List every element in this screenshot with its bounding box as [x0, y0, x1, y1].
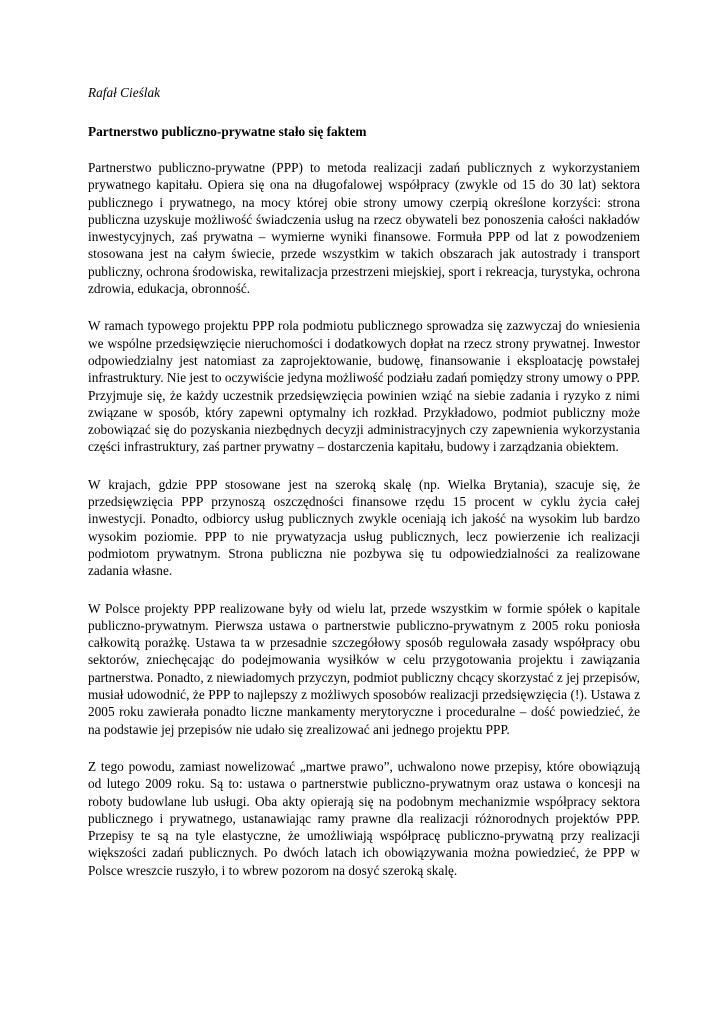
paragraph-4: W Polsce projekty PPP realizowane były od wielu lat, przede wszystkim w formie spółek o kapitale publiczno-prywatnym. Pierwsza ustawa o partnerstwie publiczno-prywatnym z 2005 roku poniosła całkowitą porażkę. Ustawa ta w przesadnie szczegółowy sposób regulowała zasady współpracy obu sektorów, zniechęcając do podejmowania wysiłków w celu przygotowania projektu i zawiązania partnerstwa. Ponadto, z niewiadomych przyczyn, podmiot publiczny chcący skorzystać z jej przepisów, musiał udowodnić, że PPP to najlepszy z możliwych sposobów realizacji przedsięwzięcia (!). Ustawa z 2005 roku zawierała ponadto liczne mankamenty merytoryczne i proceduralne – dość powiedzieć, że na podstawie jej przepisów nie udało się zrealizować ani jednego projektu PPP. — [88, 600, 640, 737]
document-page — [88, 84, 640, 899]
paragraph-3: W krajach, gdzie PPP stosowane jest na szeroką skalę (np. Wielka Brytania), szacuje się, że przedsięwzięcia PPP przynoszą oszczędności finansowe rzędu 15 procent w cyklu życia całej inwestycji. Ponadto, odbiorcy usług publicznych zwykle oceniają ich jakość na wysokim lub bardzo wysokim poziomie. PPP to nie prywatyzacja usług publicznych, lecz powierzenie ich realizacji podmiotom prywatnym. Strona publiczna nie pozbywa się tu odpowiedzialności za realizowane zadania własne. — [88, 476, 640, 579]
paragraph-5: Z tego powodu, zamiast nowelizować „martwe prawo”, uchwalono nowe przepisy, które obowiązują od lutego 2009 roku. Są to: ustawa o partnerstwie publiczno-prywatnym oraz ustawa o koncesji na roboty budowlane lub usługi. Oba akty opierają się na podobnym mechanizmie współpracy sektora publicznego i prywatnego, ustanawiając ramy prawne dla realizacji różnorodnych projektów PPP. Przepisy te są na tyle elastyczne, że umożliwiają współpracę publiczno-prywatną przy realizacji większości zadań publicznych. Po dwóch latach ich obowiązywania można powiedzieć, że PPP w Polsce wreszcie ruszyło, i to wbrew pozorom na dosyć szeroką skalę. — [88, 758, 640, 878]
paragraph-1: Partnerstwo publiczno-prywatne (PPP) to metoda realizacji zadań publicznych z wykorzystaniem prywatnego kapitału. Opiera się ona na długofalowej współpracy (zwykle od 15 do 30 lat) sektora publicznego i prywatnego, na mocy której obie strony umowy czerpią określone korzyści: strona publiczna uzyskuje możliwość świadczenia usług na rzecz obywateli bez ponoszenia całości nakładów inwestycyjnych, zaś prywatna – wymierne wyniki finansowe. Formuła PPP od lat z powodzeniem stosowana jest na całym świecie, przede wszystkim w takich obszarach jak autostrady i transport publiczny, ochrona środowiska, rewitalizacja przestrzeni miejskiej, sport i rekreacja, turystyka, ochrona zdrowia, edukacja, obronność. — [88, 160, 640, 297]
paragraph-2: W ramach typowego projektu PPP rola podmiotu publicznego sprowadza się zazwyczaj do wniesienia we wspólne przedsięwzięcie nieruchomości i dodatkowych dopłat na rzecz strony prywatnej. Inwestor odpowiedzialny jest natomiast za zaprojektowanie, budowę, finansowanie i eksploatację powstałej infrastruktury. Nie jest to oczywiście jedyna możliwość podziału zadań pomiędzy strony umowy o PPP. Przyjmuje się, że każdy uczestnik przedsięwzięcia powinien wziąć na siebie zadania i ryzyko z nimi związane w sposób, który zapewni optymalny ich rozkład. Przykładowo, podmiot publiczny może zobowiązać się do pozyskania niezbędnych decyzji administracyjnych czy zapewnienia wykorzystania części infrastruktury, zaś partner prywatny – dostarczenia kapitału, budowy i zarządzania obiektem. — [88, 318, 640, 455]
author-name: Rafał Cieślak — [88, 85, 161, 100]
article-title: Partnerstwo publiczno-prywatne stało się faktem — [88, 124, 367, 139]
